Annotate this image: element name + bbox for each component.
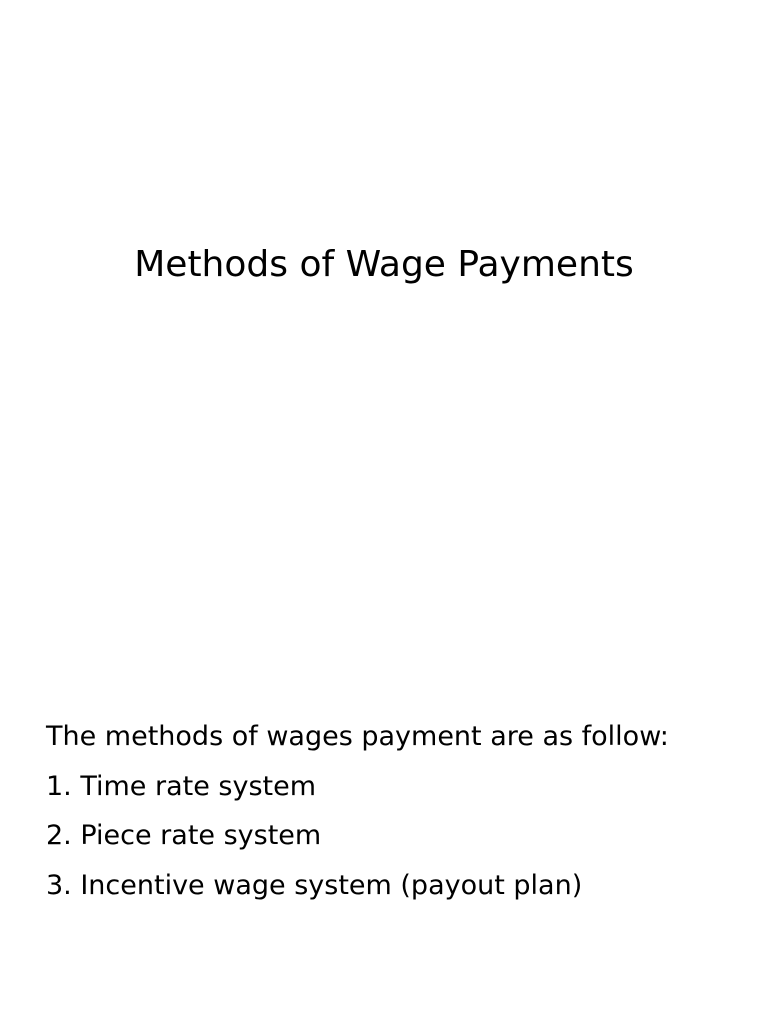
page-title: Methods of Wage Payments: [134, 244, 634, 286]
list-item-incentive-wage: 3. Incentive wage system (payout plan): [46, 869, 583, 901]
list-item-time-rate: 1. Time rate system: [46, 770, 317, 802]
wage-methods-list: [46, 712, 746, 910]
list-intro: The methods of wages payment are as follow:: [46, 721, 669, 752]
list-item-piece-rate: 2. Piece rate system: [46, 820, 322, 851]
